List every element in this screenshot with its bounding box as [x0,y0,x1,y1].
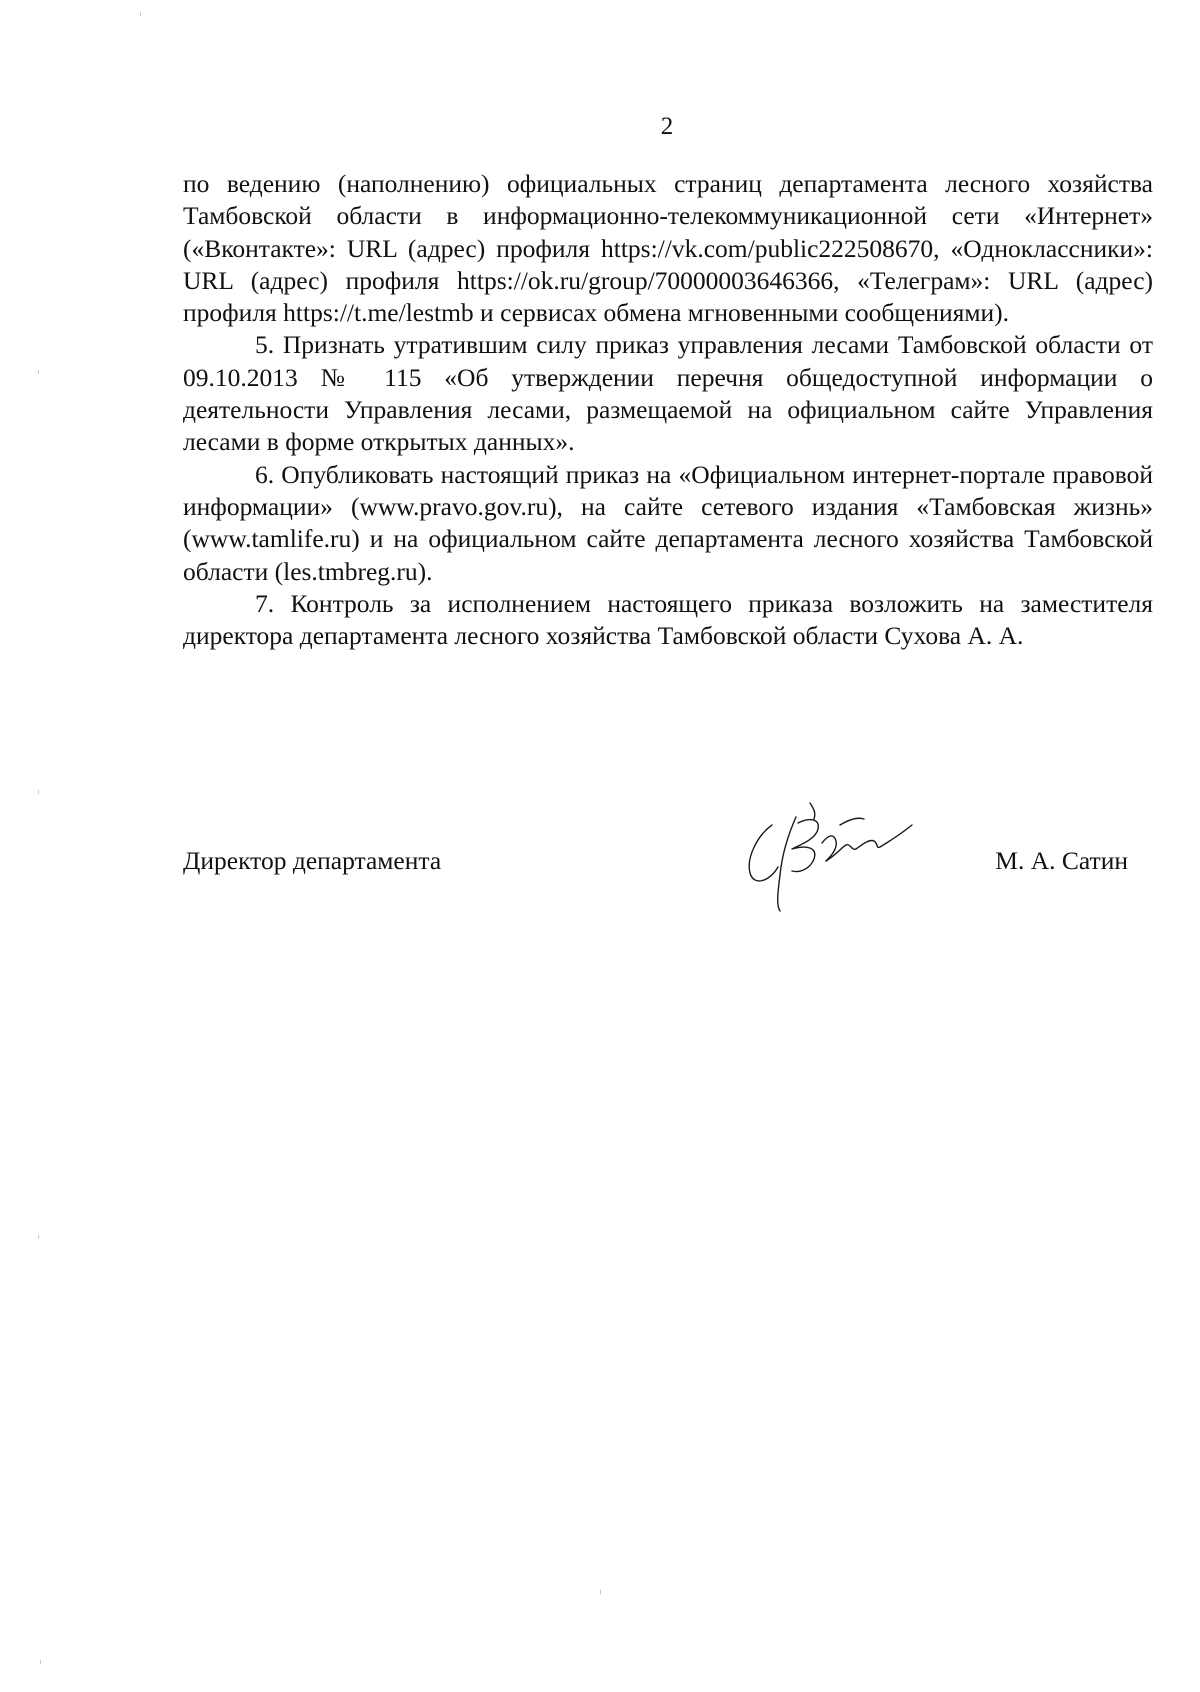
signature-block [183,845,1128,885]
paragraph-item-5: 5. Признать утратившим силу приказ управления лесами Тамбовской области от 09.10.2013 № 115 «Об утверждении перечня общедоступной информации о деятельности Управления лесами, размещаемой на официальном сайте Управления лесами в форме открытых данных». [183,330,1153,457]
handwritten-signature [740,795,920,915]
signer-position: Директор департамента [183,846,442,875]
paragraph-continuation: по ведению (наполнению) официальных страниц департамента лесного хозяйства Тамбовской области в информационно-телекоммуникационной сети «Интернет» («Вконтакте»: URL (адрес) профиля https://vk.com/public222508670, «Одноклассники»: URL (адрес) профиля https://ok.ru/group/70000003646366, «Телеграм»: URL (адрес) профиля https://t.me/lestmb и сервисах обмена мгновенными сообщениями). [183,169,1153,328]
page-number: 2 [660,113,674,140]
document-body [183,168,1153,652]
signer-name: М. А. Сатин [995,846,1128,875]
scan-speck [40,1660,41,1664]
paragraph-item-6: 6. Опубликовать настоящий приказ на «Официальном интернет-портале правовой информации» (www.pravo.gov.ru), на сайте сетевого издания «Тамбовская жизнь» (www.tamlife.ru) и на официальном сайте департамента лесного хозяйства Тамбовской области (les.tmbreg.ru). [183,459,1153,586]
scan-speck [600,1590,601,1594]
scan-speck [140,12,141,16]
scan-speck [38,370,39,374]
scan-speck [38,790,39,794]
scan-speck [38,1235,39,1239]
paragraph-item-7: 7. Контроль за исполнением настоящего приказа возложить на заместителя директора департамента лесного хозяйства Тамбовской области Сухова А. А. [183,588,1153,651]
